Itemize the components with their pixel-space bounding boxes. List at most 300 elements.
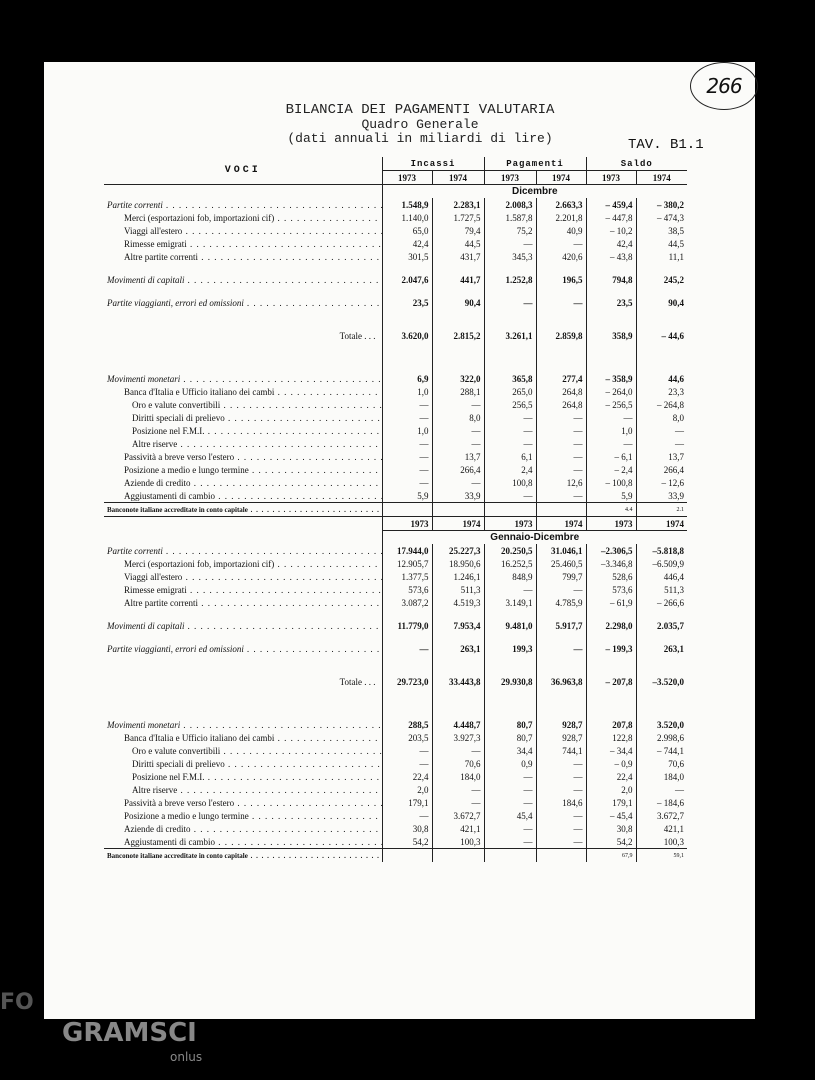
value-cell: — [484,237,536,250]
table-row [104,718,687,731]
value-cell: 5,9 [382,489,432,503]
value-cell: 1.246,1 [432,570,484,583]
row-label [104,770,382,783]
table-row [104,329,687,342]
row-label-text: Banconote italiane accreditate in conto capitale [107,851,248,860]
row-label [104,503,382,517]
value-cell: – 184,6 [636,796,687,809]
value-cell: — [382,450,432,463]
value-cell: 1,0 [586,424,636,437]
table-row [104,783,687,796]
row-label-text: Rimesse emigrati [124,584,187,595]
table-row [104,273,687,286]
row-label [104,437,382,450]
year-header-row [104,517,687,531]
balance-table [104,157,687,862]
table-row [104,544,687,557]
value-cell: – 744,1 [636,744,687,757]
value-cell: — [484,835,536,849]
value-cell: 80,7 [484,731,536,744]
document-units: (dati annuali in miliardi di lire) [287,131,553,146]
value-cell: 42,4 [382,237,432,250]
value-cell: 12,6 [536,476,586,489]
value-cell: 90,4 [636,296,687,309]
value-cell: 4.448,7 [432,718,484,731]
value-cell: 446,4 [636,570,687,583]
table-row [104,463,687,476]
value-cell: 100,8 [484,476,536,489]
row-label [104,619,382,632]
value-cell: — [484,822,536,835]
value-cell: — [586,411,636,424]
value-cell: – 12,6 [636,476,687,489]
row-label-text: Posizione nel F.M.I. [132,771,205,782]
pagamenti-header: Pagamenti [484,157,586,171]
year-header: 1974 [636,517,687,531]
value-cell: 277,4 [536,372,586,385]
value-cell: — [536,437,586,450]
table-row [104,835,687,849]
leader-dots [205,426,382,436]
value-cell: 42,4 [586,237,636,250]
section-title: Gennaio-Dicembre [382,531,687,545]
table-row [104,596,687,609]
value-cell: — [536,450,586,463]
leader-dots [225,759,382,769]
value-cell: 30,8 [382,822,432,835]
value-cell: –3.520,0 [636,675,687,688]
value-cell: — [484,437,536,450]
value-cell: 848,9 [484,570,536,583]
table-row [104,489,687,503]
year-header: 1974 [636,171,687,185]
row-label [104,211,382,224]
value-cell: 25.227,3 [432,544,484,557]
value-cell: 8,0 [432,411,484,424]
value-cell: 2.201,8 [536,211,586,224]
leader-dots [177,439,382,449]
value-cell: 2.663,3 [536,198,586,211]
table-row [104,849,687,863]
row-label-text: Diritti speciali di prelievo [132,758,225,769]
table-reference: TAV. B1.1 [628,137,704,153]
value-cell: 33,9 [636,489,687,503]
section-title-row [104,531,687,545]
value-cell: 345,3 [484,250,536,263]
leader-dots [220,746,382,756]
value-cell: – 207,8 [586,675,636,688]
watermark-fo: FO [0,990,34,1015]
value-cell: 44,5 [432,237,484,250]
row-label [104,463,382,476]
value-cell: 421,1 [636,822,687,835]
table-row [104,424,687,437]
row-label-text: Posizione nel F.M.I. [132,425,205,436]
leader-dots [187,239,382,249]
leader-dots [184,621,382,631]
value-cell: 80,7 [484,718,536,731]
value-cell: — [382,809,432,822]
row-label-text: Aggiustamenti di cambio [124,490,215,501]
table-row [104,503,687,517]
value-cell: 3.672,7 [432,809,484,822]
value-cell: 38,5 [636,224,687,237]
value-cell: – 43,8 [586,250,636,263]
row-label [104,198,382,211]
table-row [104,398,687,411]
column-group-header [104,157,687,171]
value-cell: — [484,296,536,309]
leader-dots [215,837,382,847]
value-cell: 196,5 [536,273,586,286]
value-cell: 4.4 [586,503,636,517]
value-cell: 1.252,8 [484,273,536,286]
value-cell: 54,2 [382,835,432,849]
value-cell: 33.443,8 [432,675,484,688]
value-cell: — [484,411,536,424]
value-cell: — [382,411,432,424]
watermark-gramsci: GRAMSCI [62,1018,197,1048]
leader-dots [248,852,382,860]
value-cell: 3.520,0 [636,718,687,731]
value-cell: 928,7 [536,731,586,744]
year-header: 1973 [382,517,432,531]
value-cell: –2.306,5 [586,544,636,557]
value-cell: – 256,5 [586,398,636,411]
value-cell: 11.779,0 [382,619,432,632]
row-label [104,411,382,424]
row-label [104,744,382,757]
value-cell: 3.672,7 [636,809,687,822]
row-label-text: Movimenti di capitali [107,274,185,285]
value-cell: – 34,4 [586,744,636,757]
leader-dots [234,798,382,808]
value-cell: 45,4 [484,809,536,822]
value-cell: — [484,583,536,596]
value-cell [536,503,586,517]
value-cell: — [536,822,586,835]
leader-dots [249,811,382,821]
value-cell: 203,5 [382,731,432,744]
value-cell: 2.035,7 [636,619,687,632]
value-cell: 31.046,1 [536,544,586,557]
value-cell: — [636,437,687,450]
leader-dots: . . . [362,330,376,341]
section-gennaio-dicembre [104,531,687,863]
value-cell: — [536,237,586,250]
value-cell: 33,9 [432,489,484,503]
row-label [104,237,382,250]
value-cell: 441,7 [432,273,484,286]
row-label [104,642,382,655]
value-cell: — [382,398,432,411]
value-cell: 2,0 [382,783,432,796]
value-cell: — [536,783,586,796]
value-cell: 75,2 [484,224,536,237]
value-cell: 2.859,8 [536,329,586,342]
row-label-text: Totale [339,676,362,687]
row-label-text: Movimenti monetari [107,373,181,384]
value-cell: 23,5 [586,296,636,309]
value-cell: 264,8 [536,398,586,411]
row-label-text: Diritti speciali di prelievo [132,412,225,423]
value-cell: 0,9 [484,757,536,770]
leader-dots [163,546,382,556]
table-row [104,570,687,583]
row-label [104,450,382,463]
value-cell: – 0,9 [586,757,636,770]
document-title: BILANCIA DEI PAGAMENTI VALUTARIA [285,102,555,118]
value-cell: 928,7 [536,718,586,731]
leader-dots [249,465,382,475]
table-row [104,411,687,424]
value-cell: — [382,642,432,655]
value-cell: — [432,424,484,437]
value-cell: – 264,0 [586,385,636,398]
year-header: 1974 [432,171,484,185]
value-cell: 511,3 [636,583,687,596]
value-cell: – 199,3 [586,642,636,655]
value-cell [432,503,484,517]
leader-dots [215,491,382,501]
value-cell: 288,5 [382,718,432,731]
value-cell: — [432,437,484,450]
table-row [104,250,687,263]
value-cell: — [536,757,586,770]
row-label-text: Merci (esportazioni fob, importazioni cif) [124,558,275,569]
leader-dots: . . . [362,676,376,687]
value-cell: – 10,2 [586,224,636,237]
section-dicembre [104,185,687,517]
row-label [104,796,382,809]
value-cell: – 100,8 [586,476,636,489]
value-cell: 44,5 [636,237,687,250]
row-label [104,385,382,398]
value-cell: 1,0 [382,385,432,398]
table-row [104,757,687,770]
value-cell: 256,5 [484,398,536,411]
value-cell: — [432,744,484,757]
row-label-text: Posizione a medio e lungo termine [124,810,249,821]
row-label [104,544,382,557]
row-label [104,296,382,309]
row-label [104,835,382,849]
value-cell: 16.252,5 [484,557,536,570]
row-label-text: Partite correnti [107,545,163,556]
value-cell: 36.963,8 [536,675,586,688]
value-cell: — [484,783,536,796]
leader-dots [190,824,382,834]
value-cell: 266,4 [636,463,687,476]
leader-dots [205,772,382,782]
value-cell: 4.785,9 [536,596,586,609]
value-cell: 245,2 [636,273,687,286]
value-cell: 3.620,0 [382,329,432,342]
value-cell: — [536,770,586,783]
incassi-header: Incassi [382,157,484,171]
row-label-text: Partite viaggianti, errori ed omissioni [107,643,244,654]
row-label-text: Partite viaggianti, errori ed omissioni [107,297,244,308]
value-cell: 365,8 [484,372,536,385]
value-cell: — [382,437,432,450]
leader-dots [234,452,382,462]
value-cell: 263,1 [432,642,484,655]
value-cell: 264,8 [536,385,586,398]
value-cell: – 266,6 [636,596,687,609]
value-cell: 67,9 [586,849,636,863]
row-label [104,822,382,835]
value-cell: 263,1 [636,642,687,655]
value-cell [484,503,536,517]
row-label-text: Altre partite correnti [124,251,198,262]
row-label [104,424,382,437]
year-header: 1974 [536,517,586,531]
value-cell: 70,6 [432,757,484,770]
value-cell: — [382,463,432,476]
value-cell: 179,1 [382,796,432,809]
row-label-text: Banca d'Italia e Ufficio italiano dei cambi [124,386,275,397]
value-cell: 266,4 [432,463,484,476]
value-cell: 207,8 [586,718,636,731]
watermark-onlus: onlus [170,1050,203,1064]
value-cell: 265,0 [484,385,536,398]
value-cell: 13,7 [636,450,687,463]
value-cell: 44,6 [636,372,687,385]
row-label [104,476,382,489]
row-label-text: Altre riserve [132,438,178,449]
year-header: 1974 [536,171,586,185]
section-title: Dicembre [382,185,687,199]
value-cell: — [536,809,586,822]
row-label-text: Movimenti di capitali [107,620,185,631]
leader-dots [244,298,382,308]
row-label-text: Posizione a medio e lungo termine [124,464,249,475]
section-title-row [104,185,687,199]
year-header: 1973 [586,517,636,531]
leader-dots [225,413,382,423]
value-cell: 70,6 [636,757,687,770]
value-cell: –5.818,8 [636,544,687,557]
value-cell: — [484,770,536,783]
row-label [104,570,382,583]
row-label [104,372,382,385]
leader-dots [244,644,382,654]
value-cell: 22,4 [586,770,636,783]
row-label-text: Oro e valute convertibili [132,399,221,410]
value-cell: 3.087,2 [382,596,432,609]
value-cell: 1,0 [382,424,432,437]
row-label-text: Passività a breve verso l'estero [124,451,235,462]
value-cell: 431,7 [432,250,484,263]
value-cell: 184,6 [536,796,586,809]
value-cell: 29.930,8 [484,675,536,688]
leader-dots [187,585,382,595]
row-label [104,273,382,286]
value-cell: 794,8 [586,273,636,286]
table-row [104,385,687,398]
value-cell: 5.917,7 [536,619,586,632]
row-label-text: Merci (esportazioni fob, importazioni cif) [124,212,275,223]
value-cell: 11,1 [636,250,687,263]
value-cell: 79,4 [432,224,484,237]
row-label [104,675,382,688]
year-header: 1973 [586,171,636,185]
value-cell: – 61,9 [586,596,636,609]
value-cell: 5,9 [586,489,636,503]
row-label [104,809,382,822]
value-cell: 12.905,7 [382,557,432,570]
leader-dots [248,506,382,514]
value-cell [536,849,586,863]
page-number-stamp: 266 [690,62,758,110]
value-cell: — [536,411,586,424]
row-label [104,329,382,342]
table-row [104,296,687,309]
leader-dots [274,387,382,397]
table-row [104,796,687,809]
row-label [104,489,382,503]
row-label-text: Passività a breve verso l'estero [124,797,235,808]
value-cell: — [484,424,536,437]
row-label [104,557,382,570]
value-cell: — [536,835,586,849]
value-cell: 17.944,0 [382,544,432,557]
value-cell: 34,4 [484,744,536,757]
value-cell: –3.346,8 [586,557,636,570]
value-cell: — [536,463,586,476]
value-cell: 2,0 [586,783,636,796]
value-cell: 23,5 [382,296,432,309]
row-label-text: Aggiustamenti di cambio [124,836,215,847]
row-label-text: Oro e valute convertibili [132,745,221,756]
value-cell: – 2,4 [586,463,636,476]
row-label [104,757,382,770]
value-cell: – 264,8 [636,398,687,411]
table-row [104,744,687,757]
value-cell: – 6,1 [586,450,636,463]
table-row [104,809,687,822]
value-cell: – 459,4 [586,198,636,211]
leader-dots [190,478,382,488]
value-cell: 13,7 [432,450,484,463]
value-cell: 1.140,0 [382,211,432,224]
row-label [104,731,382,744]
value-cell [382,849,432,863]
value-cell: 528,6 [586,570,636,583]
leader-dots [220,400,382,410]
value-cell: – 447,8 [586,211,636,224]
table-row [104,619,687,632]
year-header: 1973 [484,517,536,531]
leader-dots [180,374,382,384]
row-label-text: Totale [339,330,362,341]
value-cell: — [484,796,536,809]
row-label [104,783,382,796]
table-row [104,642,687,655]
value-cell: 573,6 [586,583,636,596]
value-cell: 511,3 [432,583,484,596]
table-row [104,583,687,596]
value-cell: 2.815,2 [432,329,484,342]
value-cell: – 44,6 [636,329,687,342]
value-cell: 22,4 [382,770,432,783]
row-label [104,583,382,596]
value-cell: — [484,489,536,503]
value-cell: 65,0 [382,224,432,237]
value-cell: 7.953,4 [432,619,484,632]
row-label-text: Banca d'Italia e Ufficio italiano dei cambi [124,732,275,743]
table-row [104,437,687,450]
